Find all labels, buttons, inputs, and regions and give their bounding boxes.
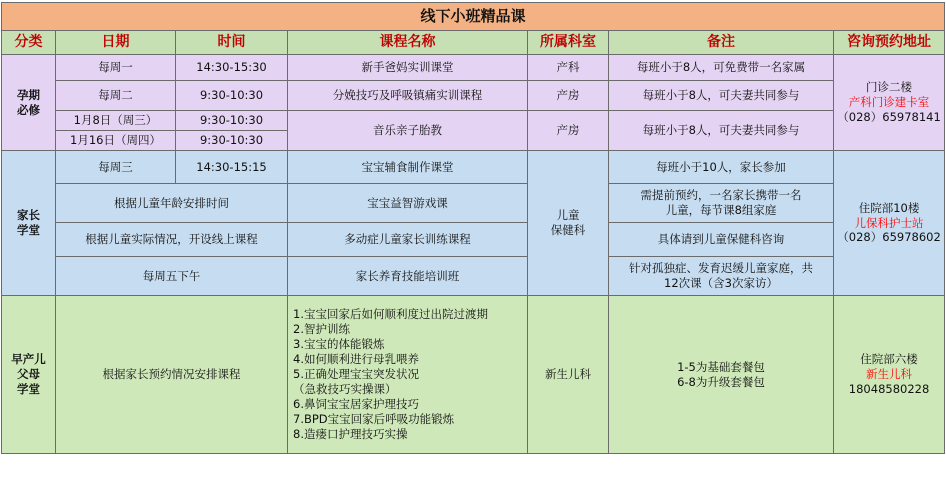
list-item: 3.宝宝的体能锻炼 <box>293 337 385 352</box>
list-item: 8.造瘘口护理技巧实操 <box>293 426 408 441</box>
list-item: 5.正确处理宝宝突发状况 <box>293 367 419 382</box>
list-item: 6.鼻饲宝宝居家护理技巧 <box>293 396 419 411</box>
header-contact: 咨询预约地址 <box>834 31 945 55</box>
list-item: （急救技巧实操课） <box>293 381 397 396</box>
date-cell: 根据儿童年龄安排时间 <box>56 184 288 223</box>
time-cell: 14:30-15:30 <box>176 55 288 81</box>
list-item: 1.宝宝回家后如何顺利度过出院过渡期 <box>293 307 488 322</box>
table-row <box>2 257 945 296</box>
note-cell: 需提前预约，一名家长携带一名 儿童，每节课8组家庭 <box>609 184 834 223</box>
course-cell: 新手爸妈实训课堂 <box>288 55 528 81</box>
date-cell: 每周三 <box>56 151 176 184</box>
note-cell: 每班小于8人，可免费带一名家属 <box>609 55 834 81</box>
contact-cell: 门诊二楼 产科门诊建卡室 （028）65978141 <box>834 55 945 151</box>
table-row <box>2 81 945 111</box>
table-row <box>2 296 945 454</box>
category-parent-school: 家长 学堂 <box>2 151 56 296</box>
date-cell: 每周一 <box>56 55 176 81</box>
date-cell: 1月16日（周四） <box>56 131 176 151</box>
table-row <box>2 111 945 131</box>
list-item: 7.BPD宝宝回家后呼吸功能锻炼 <box>293 411 455 426</box>
list-item: 2.智护训练 <box>293 322 350 337</box>
header-category: 分类 <box>2 31 56 55</box>
time-cell: 14:30-15:15 <box>176 151 288 184</box>
dept-cell: 儿童 保健科 <box>528 151 609 296</box>
table-row <box>2 223 945 257</box>
table-title: 线下小班精品课 <box>2 3 945 31</box>
table-row <box>2 151 945 184</box>
table-row <box>2 55 945 81</box>
course-cell: 家长养育技能培训班 <box>288 257 528 296</box>
header-time: 时间 <box>176 31 288 55</box>
time-cell: 9:30-10:30 <box>176 81 288 111</box>
dept-cell: 新生儿科 <box>528 296 609 454</box>
contact-cell: 住院部六楼 新生儿科 18048580228 <box>834 296 945 454</box>
date-cell: 每周二 <box>56 81 176 111</box>
dept-cell: 产房 <box>528 111 609 151</box>
header-date: 日期 <box>56 31 176 55</box>
time-cell: 9:30-10:30 <box>176 111 288 131</box>
note-cell: 针对孤独症、发育迟缓儿童家庭，共 12次课（含3次家访） <box>609 257 834 296</box>
note-cell: 每班小于10人，家长参加 <box>609 151 834 184</box>
note-cell: 1-5为基础套餐包 6-8为升级套餐包 <box>609 296 834 454</box>
header-department: 所属科室 <box>528 31 609 55</box>
date-cell: 每周五下午 <box>56 257 288 296</box>
category-pregnancy: 孕期 必修 <box>2 55 56 151</box>
category-preterm-parents: 早产儿 父母 学堂 <box>2 296 56 454</box>
course-cell: 分娩技巧及呼吸镇痛实训课程 <box>288 81 528 111</box>
contact-cell: 住院部10楼 儿保科护士站 （028）65978602 <box>834 151 945 296</box>
date-cell: 根据儿童实际情况，开设线上课程 <box>56 223 288 257</box>
date-cell: 根据家长预约情况安排课程 <box>56 296 288 454</box>
course-cell: 宝宝益智游戏课 <box>288 184 528 223</box>
dept-cell: 产房 <box>528 81 609 111</box>
course-cell: 多动症儿童家长训练课程 <box>288 223 528 257</box>
note-cell: 每班小于8人，可夫妻共同参与 <box>609 111 834 151</box>
course-cell: 音乐亲子胎教 <box>288 111 528 151</box>
list-item: 4.如何顺利进行母乳喂养 <box>293 352 419 367</box>
date-cell: 1月8日（周三） <box>56 111 176 131</box>
note-cell: 每班小于8人，可夫妻共同参与 <box>609 81 834 111</box>
course-cell: 宝宝辅食制作课堂 <box>288 151 528 184</box>
course-schedule-table <box>1 2 945 454</box>
header-course-name: 课程名称 <box>288 31 528 55</box>
dept-cell: 产科 <box>528 55 609 81</box>
note-cell: 具体请到儿童保健科咨询 <box>609 223 834 257</box>
table-row <box>2 184 945 223</box>
header-notes: 备注 <box>609 31 834 55</box>
course-list <box>288 296 528 454</box>
time-cell: 9:30-10:30 <box>176 131 288 151</box>
